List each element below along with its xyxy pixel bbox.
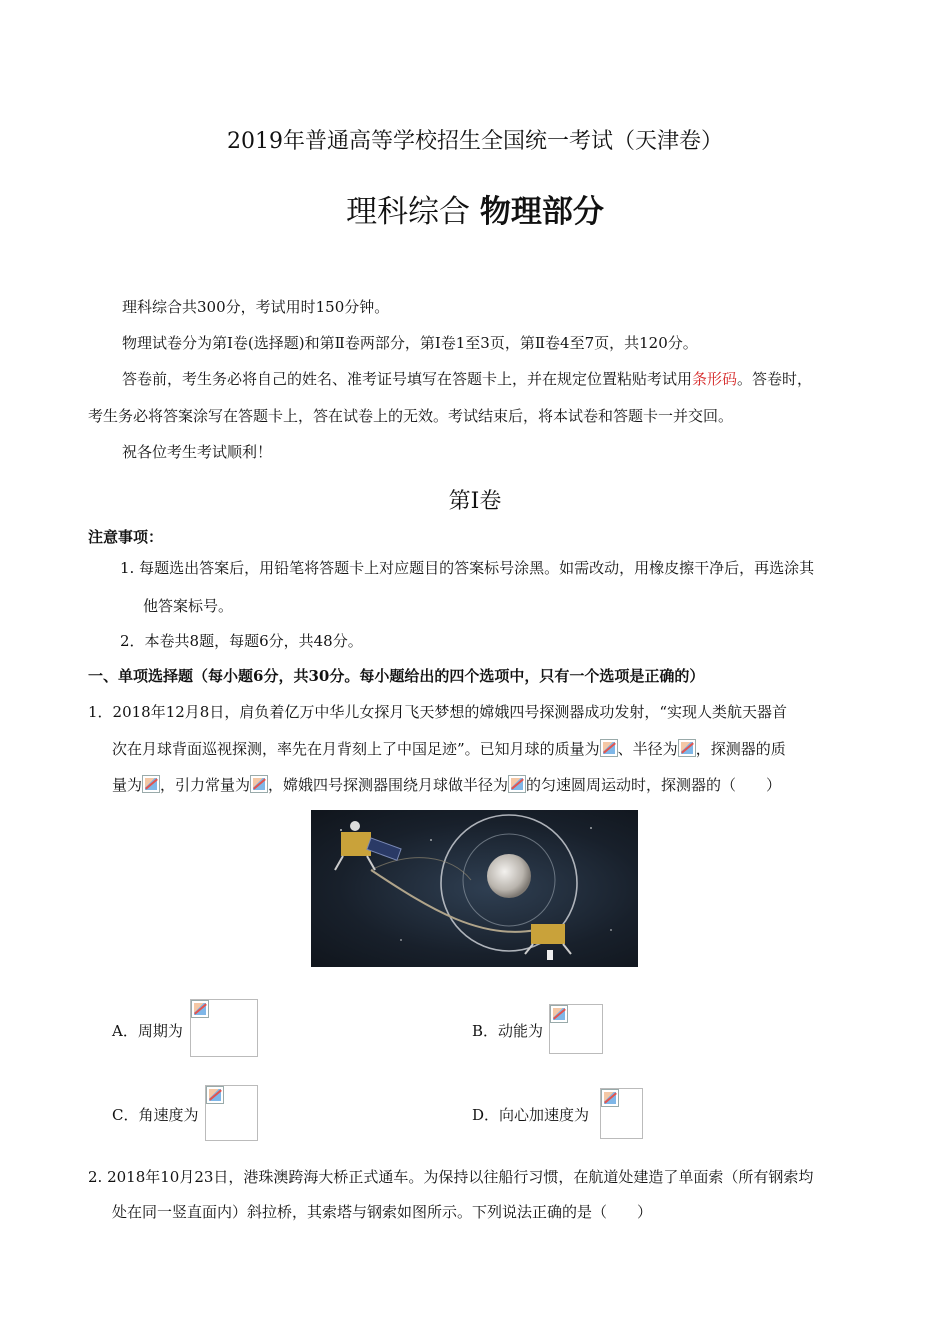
q1-line-3b: ，引力常量为 (160, 776, 251, 794)
lunar-probe-illustration (311, 810, 638, 967)
moon (487, 854, 531, 898)
probe-left (335, 821, 401, 870)
lunar-probe-photo (311, 810, 638, 967)
q1-line-3d: 的匀速圆周运动时，探测器的（ ） (526, 776, 782, 794)
intro-line-3 (122, 369, 812, 389)
barcode-term: 条形码 (692, 370, 738, 388)
q1-line-3c: ，嫦娥四号探测器围绕月球做半径为 (268, 776, 509, 794)
q1-line-3 (112, 775, 781, 795)
notice-label: 注意事项： (88, 528, 164, 546)
section-heading: 一、单项选择题（每小题6分，共30分。每小题给出的四个选项中，只有一个选项是正确的） (88, 667, 705, 685)
q1-line-2c: ，探测器的质 (695, 740, 786, 758)
option-d-formula-box (600, 1088, 643, 1139)
q1-line-2 (112, 739, 786, 759)
option-c-formula-box (205, 1085, 258, 1141)
paper-subtitle (0, 186, 950, 231)
note-2: 2．本卷共8题，每题6分，共48分。 (120, 632, 363, 650)
formula-image-icon (250, 775, 268, 793)
formula-image-icon (550, 1005, 568, 1023)
q2-line-1: 2. 2018年10月23日，港珠澳跨海大桥正式通车。为保持以往船行习惯，在航道处建造了单面索（所有钢索均 (88, 1168, 814, 1186)
formula-image-icon (601, 1089, 619, 1107)
intro-line-2: 物理试卷分为第Ⅰ卷(选择题)和第Ⅱ卷两部分，第Ⅰ卷1至3页，第Ⅱ卷4至7页，共120分。 (122, 334, 698, 352)
volume-title: 第Ⅰ卷 (448, 489, 502, 514)
q1-line-1: 1．2018年12月8日，肩负着亿万中华儿女探月飞天梦想的嫦娥四号探测器成功发射，“实现人类航天器首 (88, 703, 788, 721)
option-b-formula-box (549, 1004, 603, 1054)
formula-image-icon (600, 739, 618, 757)
q1-line-3a: 量为 (112, 776, 143, 794)
option-a-label: A．周期为 (112, 1022, 183, 1040)
intro-line-5: 祝各位考生考试顺利！ (122, 443, 273, 461)
intro-line-3-post: 。答卷时， (737, 370, 813, 388)
subtitle-normal: 理科综合 (346, 194, 471, 230)
note-1-line-a: 1. 每题选出答案后，用铅笔将答题卡上对应题目的答案标号涂黑。如需改动，用橡皮擦干净后，再选涂其 (120, 559, 815, 577)
q1-line-2b: 、半径为 (617, 740, 678, 758)
q1-line-2a: 次在月球背面巡视探测，率先在月背刻上了中国足迹”。已知月球的质量为 (112, 740, 600, 758)
option-d-label: D．向心加速度为 (472, 1106, 590, 1124)
intro-line-4: 考生务必将答案涂写在答题卡上，答在试卷上的无效。考试结束后，将本试卷和答题卡一并交回。 (88, 407, 734, 425)
formula-image-icon (142, 775, 160, 793)
q2-line-2: 处在同一竖直面内）斜拉桥，其索塔与钢索如图所示。下列说法正确的是（ ） (112, 1203, 653, 1221)
intro-line-1: 理科综合共300分，考试用时150分钟。 (122, 298, 390, 316)
formula-image-icon (191, 1000, 209, 1018)
formula-image-icon (678, 739, 696, 757)
note-1-line-b: 他答案标号。 (143, 597, 234, 615)
option-c-label: C．角速度为 (112, 1106, 199, 1124)
intro-line-3-pre: 答卷前，考生务必将自己的姓名、准考证号填写在答题卡上，并在规定位置粘贴考试用 (122, 370, 693, 388)
option-b-label: B．动能为 (472, 1022, 544, 1040)
probe-right (525, 924, 571, 960)
subtitle-bold: 物理部分 (479, 194, 604, 230)
exam-title: 2019年普通高等学校招生全国统一考试（天津卷） (227, 129, 723, 154)
formula-image-icon (206, 1086, 224, 1104)
option-a-formula-box (190, 999, 258, 1057)
formula-image-icon (508, 775, 526, 793)
